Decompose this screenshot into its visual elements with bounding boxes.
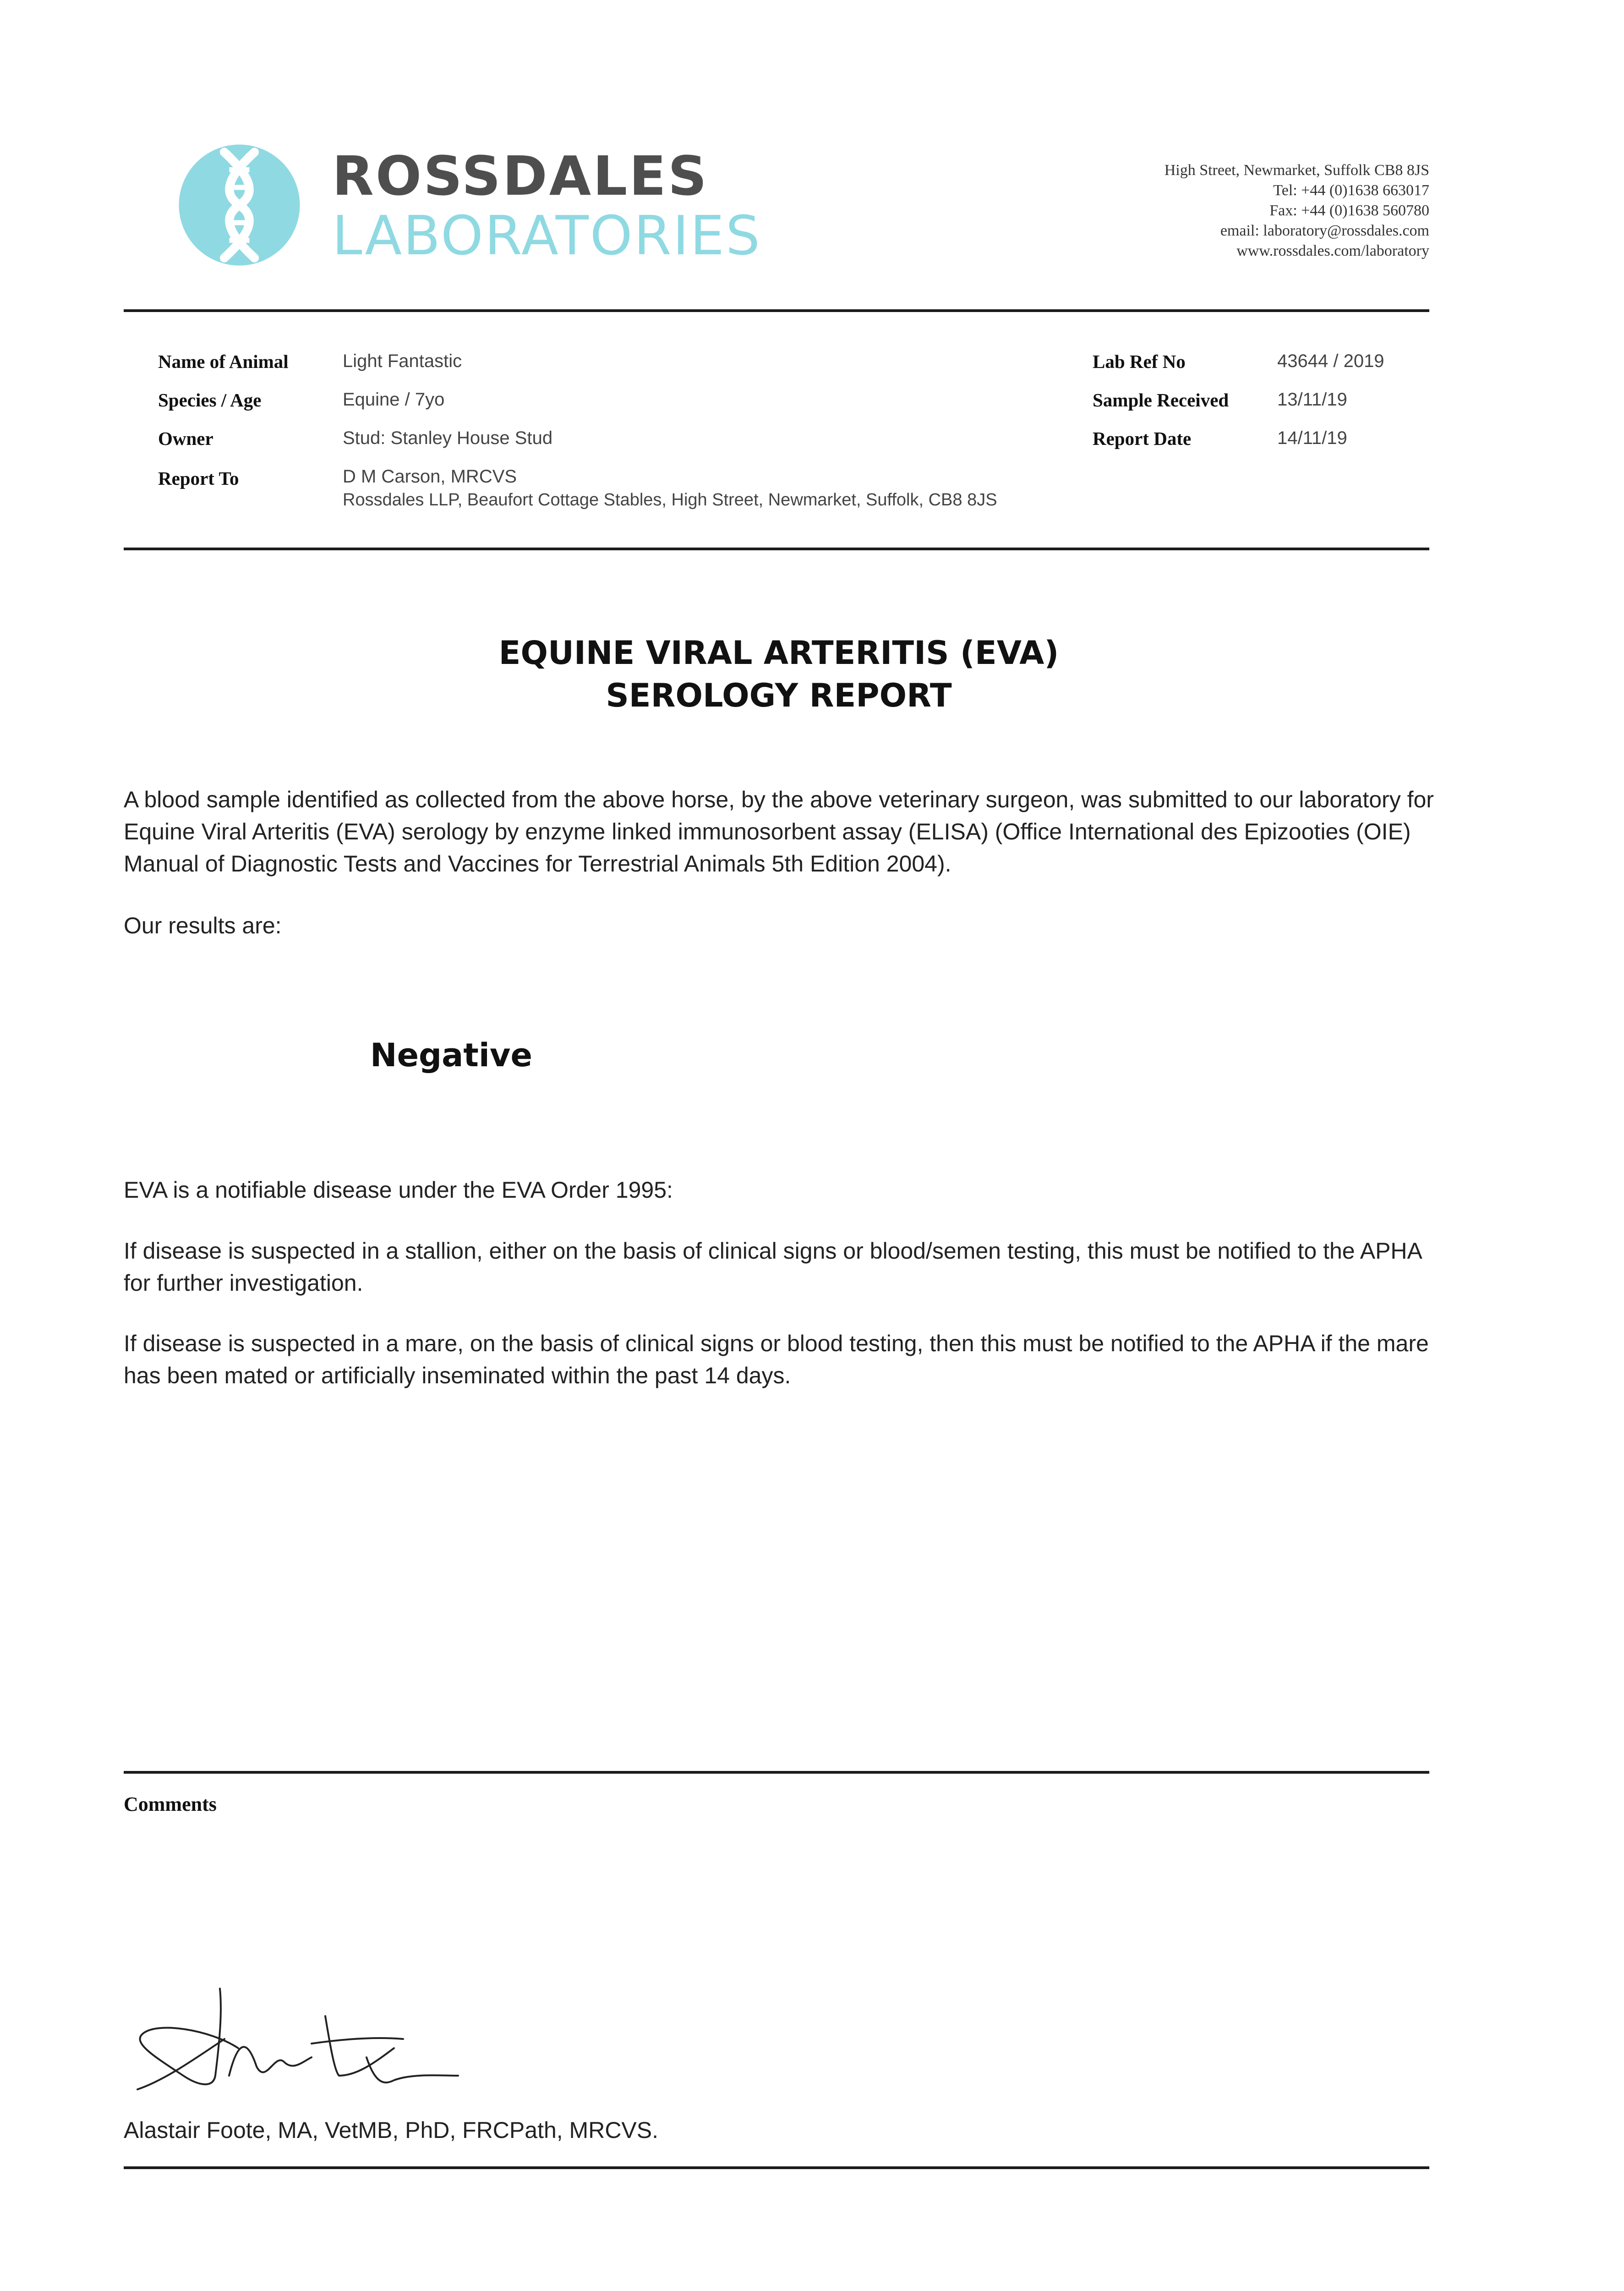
results-intro: Our results are: <box>124 913 282 938</box>
lab-ref-label: Lab Ref No <box>1093 351 1186 372</box>
header-divider <box>124 309 1429 312</box>
lab-address: High Street, Newmarket, Suffolk CB8 8JS <box>1164 162 1429 179</box>
intro-paragraph: A blood sample identified as collected from the above horse, by the above veterinary surgeon, was submitted to our laboratory for Equine Viral Arteritis (EVA) serology by enzyme linked immunosorbent assay (ELISA) (Office International des Epizooties (OIE) Manual of Diagnostic Tests and Vaccines for Terrestrial Animals 5th Edition 2004). <box>124 787 1434 877</box>
report-date-label: Report Date <box>1093 428 1192 449</box>
footer-divider <box>124 2166 1429 2169</box>
owner-value: Stud: Stanley House Stud <box>343 428 553 448</box>
notifiable-statement: EVA is a notifiable disease under the EVA Order 1995: <box>124 1177 673 1203</box>
name-of-animal-value: Light Fantastic <box>343 351 462 371</box>
report-title-line2: SEROLOGY REPORT <box>606 677 952 714</box>
stallion-guidance: If disease is suspected in a stallion, either on the basis of clinical signs or blood/semen testing, this must be notified to the APHA for further investigation. <box>124 1238 1422 1296</box>
signatory-name: Alastair Foote, MA, VetMB, PhD, FRCPath, MRCVS. <box>124 2117 659 2143</box>
signature-image <box>128 1970 467 2108</box>
brand-subname: LABORATORIES <box>332 204 761 267</box>
report-to-name: D M Carson, MRCVS <box>343 466 517 487</box>
details-divider <box>124 548 1429 550</box>
dna-logo-icon <box>176 142 302 268</box>
mare-guidance: If disease is suspected in a mare, on the basis of clinical signs or blood testing, then this must be notified to the APHA if the mare has been mated or artificially inseminated within the past 14 days. <box>124 1331 1429 1388</box>
comments-divider <box>124 1771 1429 1774</box>
report-to-label: Report To <box>158 468 239 489</box>
name-of-animal-label: Name of Animal <box>158 351 289 372</box>
lab-fax: Fax: +44 (0)1638 560780 <box>1269 202 1429 219</box>
species-age-label: Species / Age <box>158 389 262 411</box>
species-age-value: Equine / 7yo <box>343 389 445 410</box>
owner-label: Owner <box>158 428 213 449</box>
lab-email: email: laboratory@rossdales.com <box>1220 222 1429 239</box>
report-title-line1: EQUINE VIRAL ARTERITIS (EVA) <box>498 634 1059 672</box>
comments-label: Comments <box>124 1793 217 1815</box>
test-result: Negative <box>370 1036 532 1074</box>
lab-ref-value: 43644 / 2019 <box>1277 351 1384 371</box>
lab-website: www.rossdales.com/laboratory <box>1236 242 1429 259</box>
sample-received-label: Sample Received <box>1093 389 1229 411</box>
lab-contact-block <box>1165 160 1429 261</box>
lab-tel: Tel: +44 (0)1638 663017 <box>1273 182 1429 199</box>
brand-name: ROSSDALES <box>332 144 709 208</box>
report-to-address: Rossdales LLP, Beaufort Cottage Stables, High Street, Newmarket, Suffolk, CB8 8JS <box>343 490 997 510</box>
sample-received-value: 13/11/19 <box>1277 389 1347 410</box>
report-date-value: 14/11/19 <box>1277 428 1347 448</box>
